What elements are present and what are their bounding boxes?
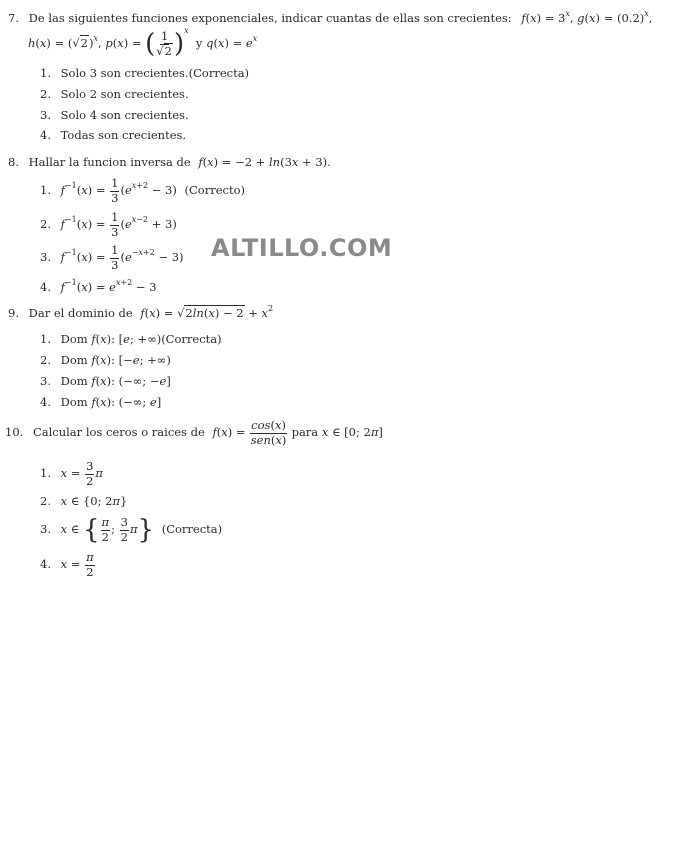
option-text: Solo 3 son crecientes.(Correcta): [60, 66, 250, 80]
option-number: 2.: [40, 494, 51, 508]
option-number: 1.: [40, 66, 51, 80]
option-number: 4.: [40, 128, 51, 142]
math-expression: f(x): [−e; +∞): [91, 353, 171, 367]
math-expression: $f(x) = √2\ln(x) - 2 + x^2$: [140, 304, 274, 320]
math-expression: x ∈ { $\frac{\pi}{2}$ ; $\frac{3}{2}$ π}: [60, 515, 155, 545]
math-expression: $f^{-1}(x)$ = $\frac{1}{3}$ $(e^{x-2} + 3)$: [60, 210, 177, 239]
option-text: (Correcto): [184, 183, 245, 197]
option[interactable]: [40, 87, 189, 101]
option-text: (Correcta): [161, 522, 223, 536]
option-number: 1.: [40, 183, 51, 197]
question-7-math-line: $h(x) = (√2)^x$, p(x) = ( $\frac{1}{√2}$ )$^x$ y $q(x) = e^x$: [28, 26, 258, 59]
math-expression: f(x): [e; +∞): [91, 332, 162, 346]
option-number: 4.: [40, 395, 51, 409]
question-7: [8, 9, 652, 25]
question-text: Hallar la funcion inversa de: [28, 155, 191, 169]
math-expression: $f^{-1}(x) = e^{x+2} - 3$: [60, 278, 157, 294]
option[interactable]: [40, 245, 184, 271]
math-expression: f(x): (−∞; −e]: [91, 374, 171, 388]
math-expression: $f^{-1}(x)$ = $\frac{1}{3}$ $(e^{-x+2} - 3)$: [60, 243, 184, 272]
option-number: 4.: [40, 280, 51, 294]
question-number: 8.: [8, 155, 19, 169]
question-8: [8, 155, 331, 169]
option-note: (Correcta): [161, 332, 222, 346]
math-expression: x = $\frac{3}{2}$ π: [60, 459, 103, 488]
option-number: 3.: [40, 108, 51, 122]
option[interactable]: [40, 66, 249, 80]
math-expression: $f(x) = 3^x$, $g(x) = (0.2)^x$,: [521, 9, 653, 25]
option[interactable]: [40, 461, 103, 487]
option[interactable]: [40, 353, 171, 367]
option[interactable]: [40, 178, 245, 204]
math-expression: $f^{-1}(x)$ = $\frac{1}{3}$ $(e^{x+2} - 3)$: [60, 176, 177, 205]
question-text: De las siguientes funciones exponenciales, indicar cuantas de ellas son crecientes:: [28, 11, 512, 25]
option-text: Dom: [60, 353, 88, 367]
question-number: 7.: [8, 11, 19, 25]
option-number: 1.: [40, 466, 51, 480]
option[interactable]: [40, 332, 222, 346]
option-text: Dom: [60, 395, 88, 409]
question-text-cont: para: [291, 425, 319, 439]
option-number: 2.: [40, 217, 51, 231]
math-expression: x ∈ {0; 2π}: [60, 494, 128, 508]
question-number: 9.: [8, 306, 19, 320]
option-number: 3.: [40, 374, 51, 388]
math-expression: f(x) = $\frac{\cos(x)}{\text{sen(x)}}$: [212, 418, 287, 447]
watermark-logo: ALTILLO.COM: [211, 234, 393, 262]
option[interactable]: [40, 108, 189, 122]
option[interactable]: [40, 552, 96, 578]
math-expression: x = $\frac{\pi}{2}$: [60, 550, 94, 579]
option-text: Solo 2 son crecientes.: [60, 87, 189, 101]
question-text: Calcular los ceros o raices de: [32, 425, 205, 439]
question-9: [8, 304, 273, 320]
option-text: Solo 4 son crecientes.: [60, 108, 189, 122]
option-number: 2.: [40, 87, 51, 101]
math-expression: f(x): (−∞; e]: [91, 395, 162, 409]
option[interactable]: [40, 494, 127, 508]
option-text: Dom: [60, 374, 88, 388]
option-number: 3.: [40, 250, 51, 264]
math-expression: x ∈ [0; 2π]: [321, 425, 383, 439]
option-number: 3.: [40, 522, 51, 536]
option-number: 4.: [40, 557, 51, 571]
math-expression: f(x) = −2 + ln(3x + 3).: [198, 155, 331, 169]
option-text: Todas son crecientes.: [60, 128, 187, 142]
question-text: Dar el dominio de: [28, 306, 133, 320]
option[interactable]: [40, 212, 177, 238]
option[interactable]: [40, 517, 222, 543]
option[interactable]: [40, 395, 161, 409]
option[interactable]: [40, 374, 171, 388]
question-10: [5, 420, 383, 446]
option-text: Dom: [60, 332, 88, 346]
option[interactable]: [40, 278, 157, 294]
option[interactable]: [40, 128, 186, 142]
option-number: 1.: [40, 332, 51, 346]
option-number: 2.: [40, 353, 51, 367]
question-number: 10.: [5, 425, 24, 439]
